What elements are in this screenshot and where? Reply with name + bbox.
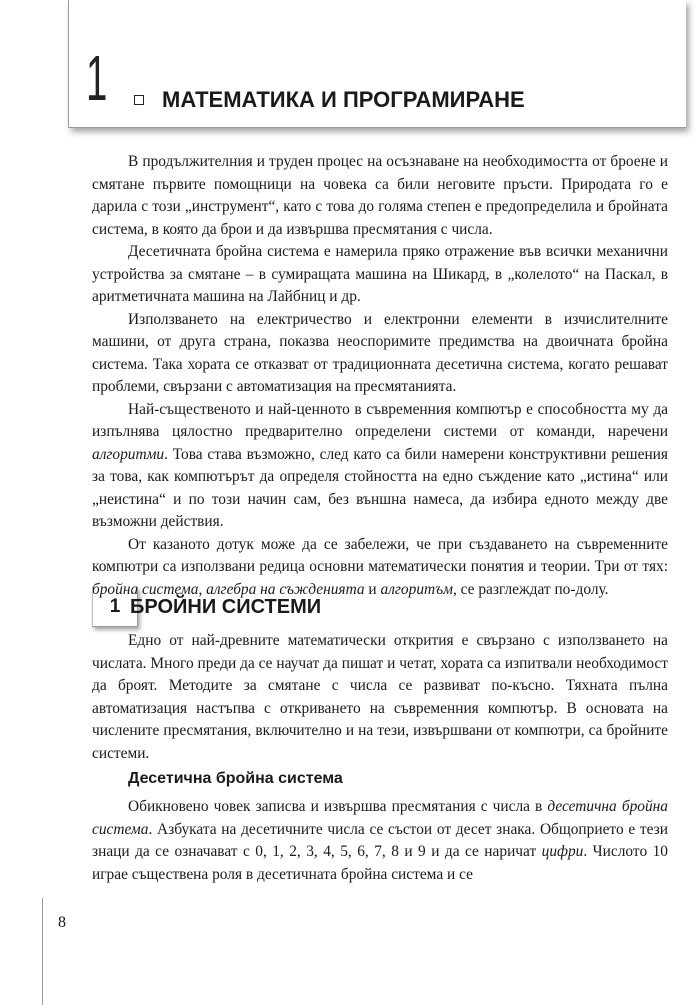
- text-run: . Азбуката на десетичните числа се състои от десет знака. Общоприето е тези знаци да се означават с 0, 1, 2, 3, 4, 5, 6, 7, 8 и 9 и да се наричат: [92, 820, 668, 860]
- term-propositional-algebra: алгебра на съжденията: [206, 580, 365, 598]
- intro-paragraph-3: Използването на електричество и електронни елементи в изчислителните машини, от друга страна, показва неоспоримите предимства на двоичната бройна система. Така хората се отказват от традиционната десетична система, когато решават проблеми, свързани с автоматизация на пресмятанията.: [92, 310, 668, 395]
- text-run: . Числото 10 играе съществена роля в десетичната бройна система и се: [92, 843, 668, 883]
- intro-text: [92, 151, 668, 601]
- section-text: [92, 630, 668, 765]
- chapter-square-icon: [134, 95, 144, 105]
- intro-paragraph-1: В продължителния и труден процес на осъзнаване на необходимостта от броене и смятане първите помощници на човека са били неговите пръсти. Природата го е дарила с този „инструмент“, като с това до голяма степен е предопределила и бройната система, в която да брои и да извършва пресмятания с числа.: [92, 153, 668, 238]
- term-digits: цифри: [541, 843, 584, 860]
- chapter-title: МАТЕМАТИКА И ПРОГРАМИРАНЕ: [162, 87, 525, 112]
- section-paragraph-1: Едно от най-древните математически открития е свързано с използването на числата. Много преди да се научат да пишат и четат, хората са изпитвали необходимост да броят. Методите за смятане с числа се развиват по-късно. Тяхната пълна автоматизация настъпва с откриването на съвременния компютър. В основата на числените пресмятания, включително и на тези, извършвани от компютри, са бройните системи.: [92, 632, 668, 762]
- text-run: Обикновено човек записва и извършва пресмятания с числа в: [128, 798, 548, 815]
- section-number: 1: [92, 587, 138, 627]
- text-run: ,: [198, 580, 207, 598]
- text-run: , се разглеждат по-долу.: [452, 580, 609, 598]
- text-run: От казаното дотук може да се забележи, че при създаването на съвременните компютри са използвани редица основни математически понятия и теории. Три от тях:: [92, 535, 668, 575]
- chapter-number: 1: [86, 42, 108, 114]
- section-title: БРОЙНИ СИСТЕМИ: [130, 596, 322, 618]
- intro-paragraph-4: [92, 399, 668, 534]
- term-number-system: бройна система: [92, 580, 199, 598]
- term-algorithms: алгоритми: [92, 445, 165, 463]
- subsection-paragraph-1: [92, 796, 668, 886]
- text-run: . Това става възможно, след като са били намерени конструктивни решения за това, как компютърът да определя стойността на едно съждение като „истина“ или „неистина“ и по този начин сам, без външна намеса, да избира едното между две възможни действия.: [92, 445, 668, 530]
- term-algorithm: алгоритъм: [380, 580, 453, 598]
- subsection-title: Десетична бройна система: [128, 770, 343, 787]
- text-run: и: [364, 580, 381, 598]
- subsection-text: [92, 796, 668, 886]
- page-number: 8: [58, 914, 66, 931]
- page-margin-rule: [42, 898, 43, 1005]
- term-decimal-system: десетична бройна система: [92, 798, 668, 838]
- text-run: Най-същественото и най-ценното в съвременния компютър е способността му да изпълнява цялостно предварително определени системи от команди, наречени: [92, 400, 668, 440]
- intro-paragraph-2: Десетичната бройна система е намерила пряко отражение във всички механични устройства за смятане – в сумиращата машина на Шикард, в „колелото“ на Паскал, в аритметичната машина на Лайбниц и др.: [92, 243, 668, 305]
- intro-paragraph-5: [92, 534, 668, 602]
